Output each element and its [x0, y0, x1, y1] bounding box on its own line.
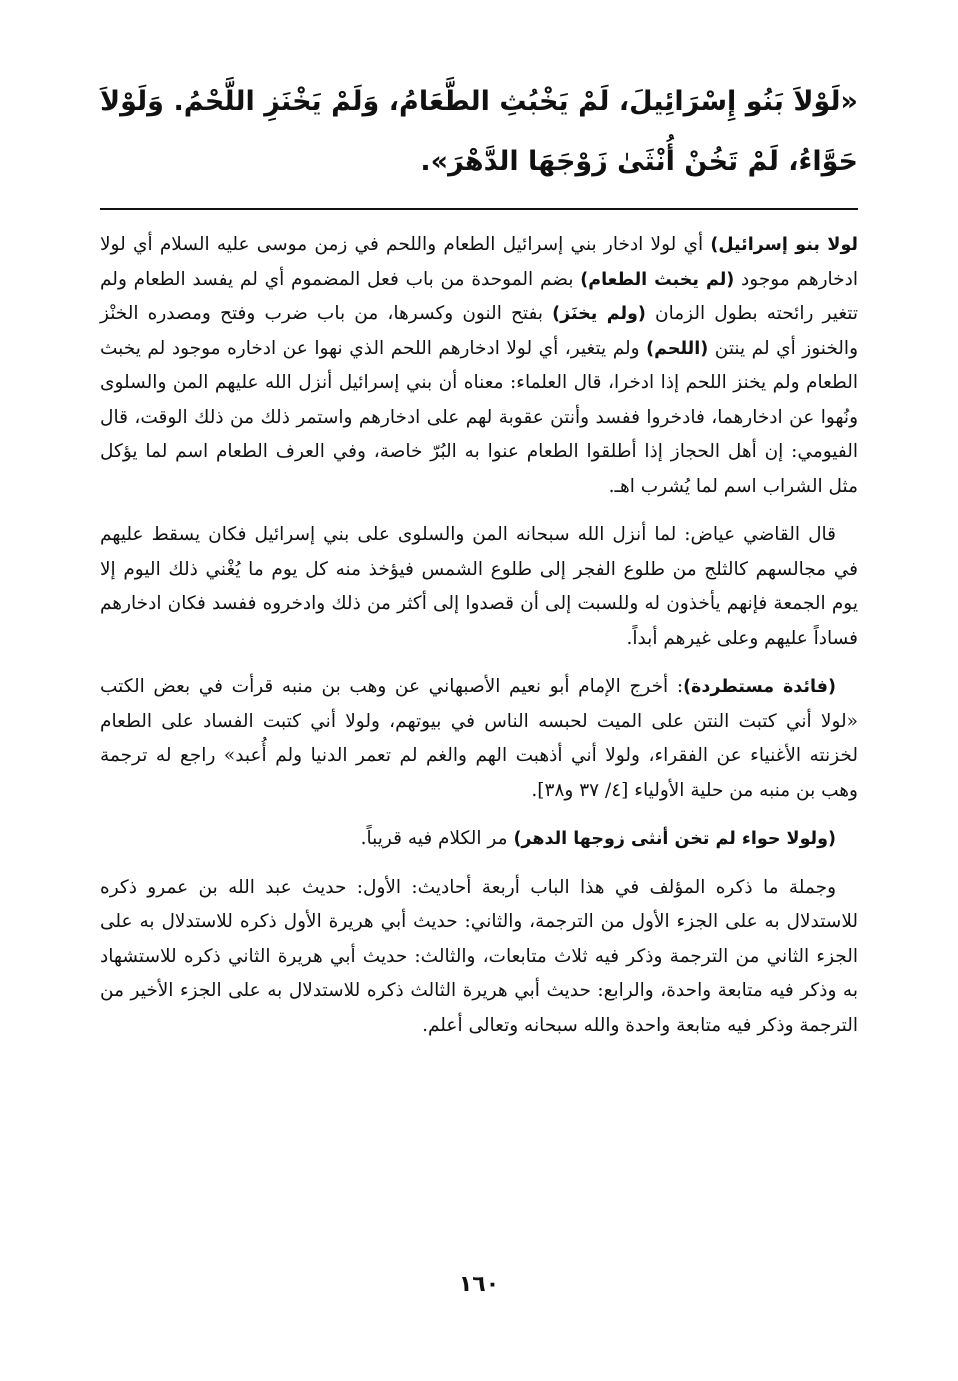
commentary-paragraph-1 [100, 228, 858, 504]
commentary-text: مر الكلام فيه قريباً. [360, 828, 514, 849]
lemma-bold: (ولولا حواء لم تخن أنثى زوجها الدهر) [513, 829, 836, 849]
lemma-bold: (لم يخبث الطعام) [580, 269, 735, 290]
commentary-text: ولم يتغير، أي لولا ادخارهم اللحم الذي نهوا عن ادخاره موجود لم يخبث الطعام ولم يخنز اللحم إذا ادخرا، قال العلماء: معناه أن بني إسرائيل أنزل الله عليهم المن والسلوى ونُهوا عن ادخارهما، فادخروا ففسد وأنتن عقوبة لهم على ادخارهم واستمر ذلك من ذلك الوقت، قال الفيومي: إن أهل الحجاز إذا أطلقوا الطعام عنوا به البُرّ خاصة، وفي العرف الطعام اسم لما يؤكل مثل الشراب اسم لما يُشرب اهـ. [100, 337, 858, 497]
commentary-text: أي لولا ادخار بني إسرائيل الطعام واللحم في زمن موسى عليه السلام أي لولا ادخارهم موجود [100, 234, 858, 290]
lemma-bold: (اللحم) [646, 338, 709, 359]
lemma-bold: (ولم يخنَز) [552, 304, 646, 324]
commentary-text: بفتح النون وكسرها، من باب ضرب وفتح ومصدره الخنْز والخنوز أي لم ينتن [100, 303, 859, 359]
commentary-paragraph-2: قال القاضي عياض: لما أنزل الله سبحانه المن والسلوى على بني إسرائيل فكان يسقط عليهم في مجالسهم كالثلج من طلوع الفجر إلى طلوع الشمس فيؤخذ منه كل يوم ما يُغْني ذلك اليوم إلا يوم الجمعة فإنهم يأخذون له وللسبت إلى أن قصدوا إلى أكثر من ذلك وادخروه ففسد فكان ادخارهم فساداً عليهم وعلى غيرهم أبداً. [100, 524, 858, 649]
hadith-text: «لَوْلاَ بَنُو إِسْرَائِيلَ، لَمْ يَخْبُثِ الطَّعَامُ، وَلَمْ يَخْنَزِ اللَّحْمُ. وَلَوْلاَ حَوَّاءُ، لَمْ تَخُنْ أُنْثَىٰ زَوْجَهَا الدَّهْرَ». [100, 86, 858, 177]
commentary-paragraph-3 [100, 670, 858, 808]
commentary-text: بضم الموحدة من باب فعل المضموم أي لم يفسد الطعام ولم تتغير رائحته بطول الزمان [100, 268, 858, 324]
commentary-paragraph-5: وجملة ما ذكره المؤلف في هذا الباب أربعة أحاديث: الأول: حديث عبد الله بن عمرو ذكره للاستدلال به على الجزء الأول من الترجمة، والثاني: حديث أبي هريرة الأول ذكره للاستدلال به على الجزء الثاني من الترجمة وذكر فيه ثلاث متابعات، والثالث: حديث أبي هريرة الثاني ذكره للاستشهاد به وذكر فيه متابعة واحدة، والرابع: حديث أبي هريرة الثالث ذكره للاستدلال به على الجزء الأخير من الترجمة وذكر فيه متابعة واحدة والله سبحانه وتعالى أعلم. [100, 876, 858, 1036]
lemma-bold: (فائدة مستطردة) [683, 677, 836, 697]
page-number: ١٦٠ [458, 1272, 500, 1297]
commentary-text: : أخرج الإمام أبو نعيم الأصبهاني عن وهب بن منبه قرأت في بعض الكتب «لولا أني كتبت النتن على الميت لحبسه الناس في بيوتهم، ولولا أني كتبت الفساد على الطعام لخزنته الأغنياء عن الفقراء، ولولا أني أذهبت الهم والغم لم تعمر الدنيا ولم أُعبد» راجع له ترجمة وهب بن منبه من حلية الأولياء [٤/ ٣٧ و٣٨]. [100, 676, 858, 801]
lemma-bold: لولا بنو إسرائيل) [710, 235, 858, 255]
commentary-section [100, 228, 858, 1057]
commentary-paragraph-4 [100, 822, 858, 857]
separator-rule [100, 208, 858, 210]
